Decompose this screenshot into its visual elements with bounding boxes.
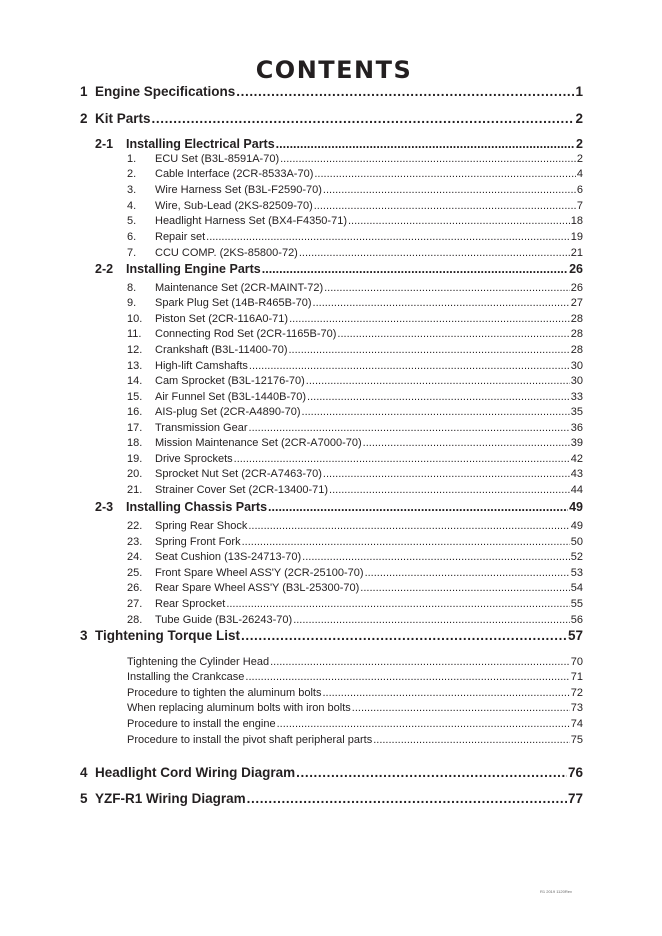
item-number: 20. [127, 468, 143, 480]
page-number: 19 [570, 231, 583, 243]
page-number: 53 [570, 567, 583, 579]
toc-subitem[interactable] [127, 656, 583, 668]
section-number: 2-3 [95, 500, 114, 514]
item-number: 19. [127, 453, 143, 465]
toc-item[interactable] [127, 598, 583, 610]
toc-item[interactable] [127, 582, 583, 594]
item-number: 5. [127, 215, 137, 227]
page-number: 71 [570, 671, 583, 683]
toc-item[interactable] [127, 184, 583, 196]
toc-chapter-3[interactable] [80, 628, 583, 643]
toc-item[interactable] [127, 391, 583, 403]
chapter-title: Tightening Torque List [95, 628, 240, 643]
item-title: Headlight Harness Set (BX4-F4350-71) [155, 215, 347, 227]
subitem-title: Tightening the Cylinder Head [127, 656, 270, 668]
toc-item[interactable] [127, 282, 583, 294]
page-number: 49 [570, 520, 583, 532]
dot-leader [322, 687, 569, 699]
subitem-title: Procedure to install the pivot shaft peripheral parts [127, 734, 373, 746]
item-title: ECU Set (B3L-8591A-70) [155, 153, 280, 165]
item-title: Piston Set (2CR-116A0-71) [155, 313, 289, 325]
page-number: 28 [570, 313, 583, 325]
toc-subitem[interactable] [127, 702, 583, 714]
dot-leader [289, 313, 570, 325]
dot-leader [329, 484, 570, 496]
item-number: 11. [127, 328, 142, 340]
dot-leader [337, 328, 569, 340]
item-title: High-lift Camshafts [155, 360, 248, 372]
item-title: Cable Interface (2CR-8533A-70) [155, 168, 314, 180]
dot-leader [270, 656, 570, 668]
toc-item[interactable] [127, 567, 583, 579]
dot-leader [323, 184, 576, 196]
item-title: Maintenance Set (2CR-MAINT-72) [155, 282, 324, 294]
item-number: 2. [127, 168, 137, 180]
dot-leader [242, 536, 570, 548]
dot-leader [262, 262, 568, 276]
page-number: 26 [570, 282, 583, 294]
toc-item[interactable] [127, 484, 583, 496]
toc-item[interactable] [127, 231, 583, 243]
toc-chapter-4[interactable] [80, 765, 583, 780]
chapter-title: YZF-R1 Wiring Diagram [95, 791, 246, 806]
page-number: 30 [570, 360, 583, 372]
dot-leader [324, 282, 570, 294]
toc-subitem[interactable] [127, 671, 583, 683]
page-title: CONTENTS [255, 56, 413, 84]
chapter-title: Headlight Cord Wiring Diagram [95, 765, 296, 780]
dot-leader [248, 520, 569, 532]
item-number: 3. [127, 184, 137, 196]
item-number: 26. [127, 582, 143, 594]
dot-leader [276, 137, 575, 151]
item-title: Mission Maintenance Set (2CR-A7000-70) [155, 437, 362, 449]
item-title: Cam Sprocket (B3L-12176-70) [155, 375, 305, 387]
item-title: Tube Guide (B3L-26243-70) [155, 614, 293, 626]
dot-leader [307, 391, 570, 403]
item-number: 12. [127, 344, 143, 356]
subitem-title: Installing the Crankcase [127, 671, 245, 683]
dot-leader [296, 765, 567, 780]
toc-subitem[interactable] [127, 687, 583, 699]
dot-leader [313, 297, 570, 309]
toc-section-2-3[interactable] [95, 500, 583, 514]
chapter-number: 2 [80, 111, 88, 126]
page-number: 52 [570, 551, 583, 563]
toc-chapter-2[interactable] [80, 111, 583, 126]
dot-leader [314, 200, 576, 212]
dot-leader [302, 551, 570, 563]
dot-leader [360, 582, 569, 594]
toc-item[interactable] [127, 360, 583, 372]
page-number: 57 [567, 628, 583, 643]
dot-leader [247, 791, 567, 806]
chapter-number: 5 [80, 791, 88, 806]
item-number: 22. [127, 520, 143, 532]
page-number: 74 [570, 718, 583, 730]
toc-item[interactable] [127, 344, 583, 356]
toc-item[interactable] [127, 297, 583, 309]
item-number: 28. [127, 614, 143, 626]
item-title: AIS-plug Set (2CR-A4890-70) [155, 406, 301, 418]
toc-chapter-5[interactable] [80, 791, 583, 806]
section-title: Installing Chassis Parts [126, 500, 268, 514]
section-title: Installing Engine Parts [126, 262, 261, 276]
chapter-number: 1 [80, 84, 88, 99]
footer-code: R1 2019 1120Rev [540, 889, 572, 894]
page-number: 30 [570, 375, 583, 387]
item-title: Transmission Gear [155, 422, 248, 434]
page-number: 4 [576, 168, 583, 180]
dot-leader [241, 628, 567, 643]
page-number: 18 [570, 215, 583, 227]
item-title: Connecting Rod Set (2CR-1165B-70) [155, 328, 337, 340]
page-number: 55 [570, 598, 583, 610]
item-number: 9. [127, 297, 137, 309]
item-title: Rear Spare Wheel ASS'Y (B3L-25300-70) [155, 582, 360, 594]
item-number: 27. [127, 598, 143, 610]
item-title: Strainer Cover Set (2CR-13400-71) [155, 484, 329, 496]
toc-section-2-2[interactable] [95, 262, 583, 276]
item-title: Sprocket Nut Set (2CR-A7463-70) [155, 468, 322, 480]
item-number: 16. [127, 406, 143, 418]
page-number: 77 [567, 791, 583, 806]
toc-item[interactable] [127, 247, 583, 259]
page-number: 33 [570, 391, 583, 403]
dot-leader [245, 671, 569, 683]
page-number: 50 [570, 536, 583, 548]
dot-leader [373, 734, 570, 746]
item-title: Wire, Sub-Lead (2KS-82509-70) [155, 200, 313, 212]
item-title: CCU COMP. (2KS-85800-72) [155, 247, 298, 259]
chapter-title: Kit Parts [95, 111, 151, 126]
page-number: 54 [570, 582, 583, 594]
item-number: 23. [127, 536, 143, 548]
dot-leader [234, 453, 570, 465]
item-number: 21. [127, 484, 143, 496]
toc-item[interactable] [127, 551, 583, 563]
chapter-number: 4 [80, 765, 88, 780]
item-number: 4. [127, 200, 137, 212]
dot-leader [277, 718, 570, 730]
page-number: 21 [570, 247, 583, 259]
toc-item[interactable] [127, 614, 583, 626]
dot-leader [365, 567, 570, 579]
item-title: Air Funnel Set (B3L-1440B-70) [155, 391, 307, 403]
page-number: 28 [570, 328, 583, 340]
dot-leader [363, 437, 570, 449]
dot-leader [236, 84, 574, 99]
item-number: 7. [127, 247, 137, 259]
page-number: 73 [570, 702, 583, 714]
toc-item[interactable] [127, 437, 583, 449]
toc-subitem[interactable] [127, 734, 583, 746]
page-number: 39 [570, 437, 583, 449]
dot-leader [226, 598, 569, 610]
toc-item[interactable] [127, 375, 583, 387]
toc-item[interactable] [127, 453, 583, 465]
dot-leader [288, 344, 569, 356]
page-number: 49 [569, 500, 583, 514]
toc-item[interactable] [127, 313, 583, 325]
item-number: 13. [127, 360, 143, 372]
item-title: Wire Harness Set (B3L-F2590-70) [155, 184, 322, 196]
toc-item[interactable] [127, 200, 583, 212]
item-number: 24. [127, 551, 143, 563]
toc-item[interactable] [127, 406, 583, 418]
page-number: 70 [570, 656, 583, 668]
item-number: 10. [127, 313, 143, 325]
dot-leader [280, 153, 576, 165]
item-title: Rear Sprocket [155, 598, 226, 610]
item-title: Repair set [155, 231, 206, 243]
dot-leader [348, 215, 570, 227]
toc-item[interactable] [127, 422, 583, 434]
item-title: Spring Rear Shock [155, 520, 248, 532]
page-number: 76 [567, 765, 583, 780]
page-number: 2 [576, 153, 583, 165]
dot-leader [306, 375, 570, 387]
toc-item[interactable] [127, 468, 583, 480]
item-title: Front Spare Wheel ASS'Y (2CR-25100-70) [155, 567, 364, 579]
page-number: 44 [570, 484, 583, 496]
page-number: 43 [570, 468, 583, 480]
item-number: 18. [127, 437, 143, 449]
dot-leader [314, 168, 576, 180]
dot-leader [249, 422, 570, 434]
dot-leader [352, 702, 570, 714]
toc-section-2-1[interactable] [95, 137, 583, 151]
item-title: Crankshaft (B3L-11400-70) [155, 344, 288, 356]
item-title: Spark Plug Set (14B-R465B-70) [155, 297, 312, 309]
dot-leader [206, 231, 570, 243]
toc-item[interactable] [127, 536, 583, 548]
chapter-number: 3 [80, 628, 88, 643]
dot-leader [152, 111, 575, 126]
section-number: 2-1 [95, 137, 114, 151]
item-title: Spring Front Fork [155, 536, 241, 548]
item-number: 17. [127, 422, 143, 434]
toc-item[interactable] [127, 215, 583, 227]
chapter-title: Engine Specifications [95, 84, 236, 99]
section-title: Installing Electrical Parts [126, 137, 275, 151]
item-number: 6. [127, 231, 137, 243]
dot-leader [293, 614, 570, 626]
section-number: 2-2 [95, 262, 114, 276]
item-title: Seat Cushion (13S-24713-70) [155, 551, 302, 563]
item-number: 1. [127, 153, 137, 165]
page-number: 35 [570, 406, 583, 418]
page-number: 42 [570, 453, 583, 465]
page-number: 75 [570, 734, 583, 746]
item-number: 14. [127, 375, 143, 387]
page-number: 2 [576, 137, 583, 151]
page-number: 28 [570, 344, 583, 356]
page-number: 56 [570, 614, 583, 626]
page-number: 27 [570, 297, 583, 309]
subitem-title: When replacing aluminum bolts with iron bolts [127, 702, 351, 714]
item-title: Drive Sprockets [155, 453, 233, 465]
page-number: 1 [575, 84, 583, 99]
item-number: 15. [127, 391, 143, 403]
toc-subitem[interactable] [127, 718, 583, 730]
dot-leader [299, 247, 570, 259]
toc-chapter-1[interactable] [80, 84, 583, 99]
toc-item[interactable] [127, 168, 583, 180]
item-number: 25. [127, 567, 143, 579]
dot-leader [249, 360, 570, 372]
toc-item[interactable] [127, 520, 583, 532]
toc-item[interactable] [127, 328, 583, 340]
page-number: 6 [576, 184, 583, 196]
page-number: 26 [569, 262, 583, 276]
page-number: 36 [570, 422, 583, 434]
page-number: 72 [570, 687, 583, 699]
item-number: 8. [127, 282, 137, 294]
dot-leader [268, 500, 568, 514]
dot-leader [302, 406, 570, 418]
subitem-title: Procedure to install the engine [127, 718, 276, 730]
page-number: 2 [575, 111, 583, 126]
subitem-title: Procedure to tighten the aluminum bolts [127, 687, 322, 699]
page-number: 7 [576, 200, 583, 212]
toc-item[interactable] [127, 153, 583, 165]
dot-leader [323, 468, 570, 480]
